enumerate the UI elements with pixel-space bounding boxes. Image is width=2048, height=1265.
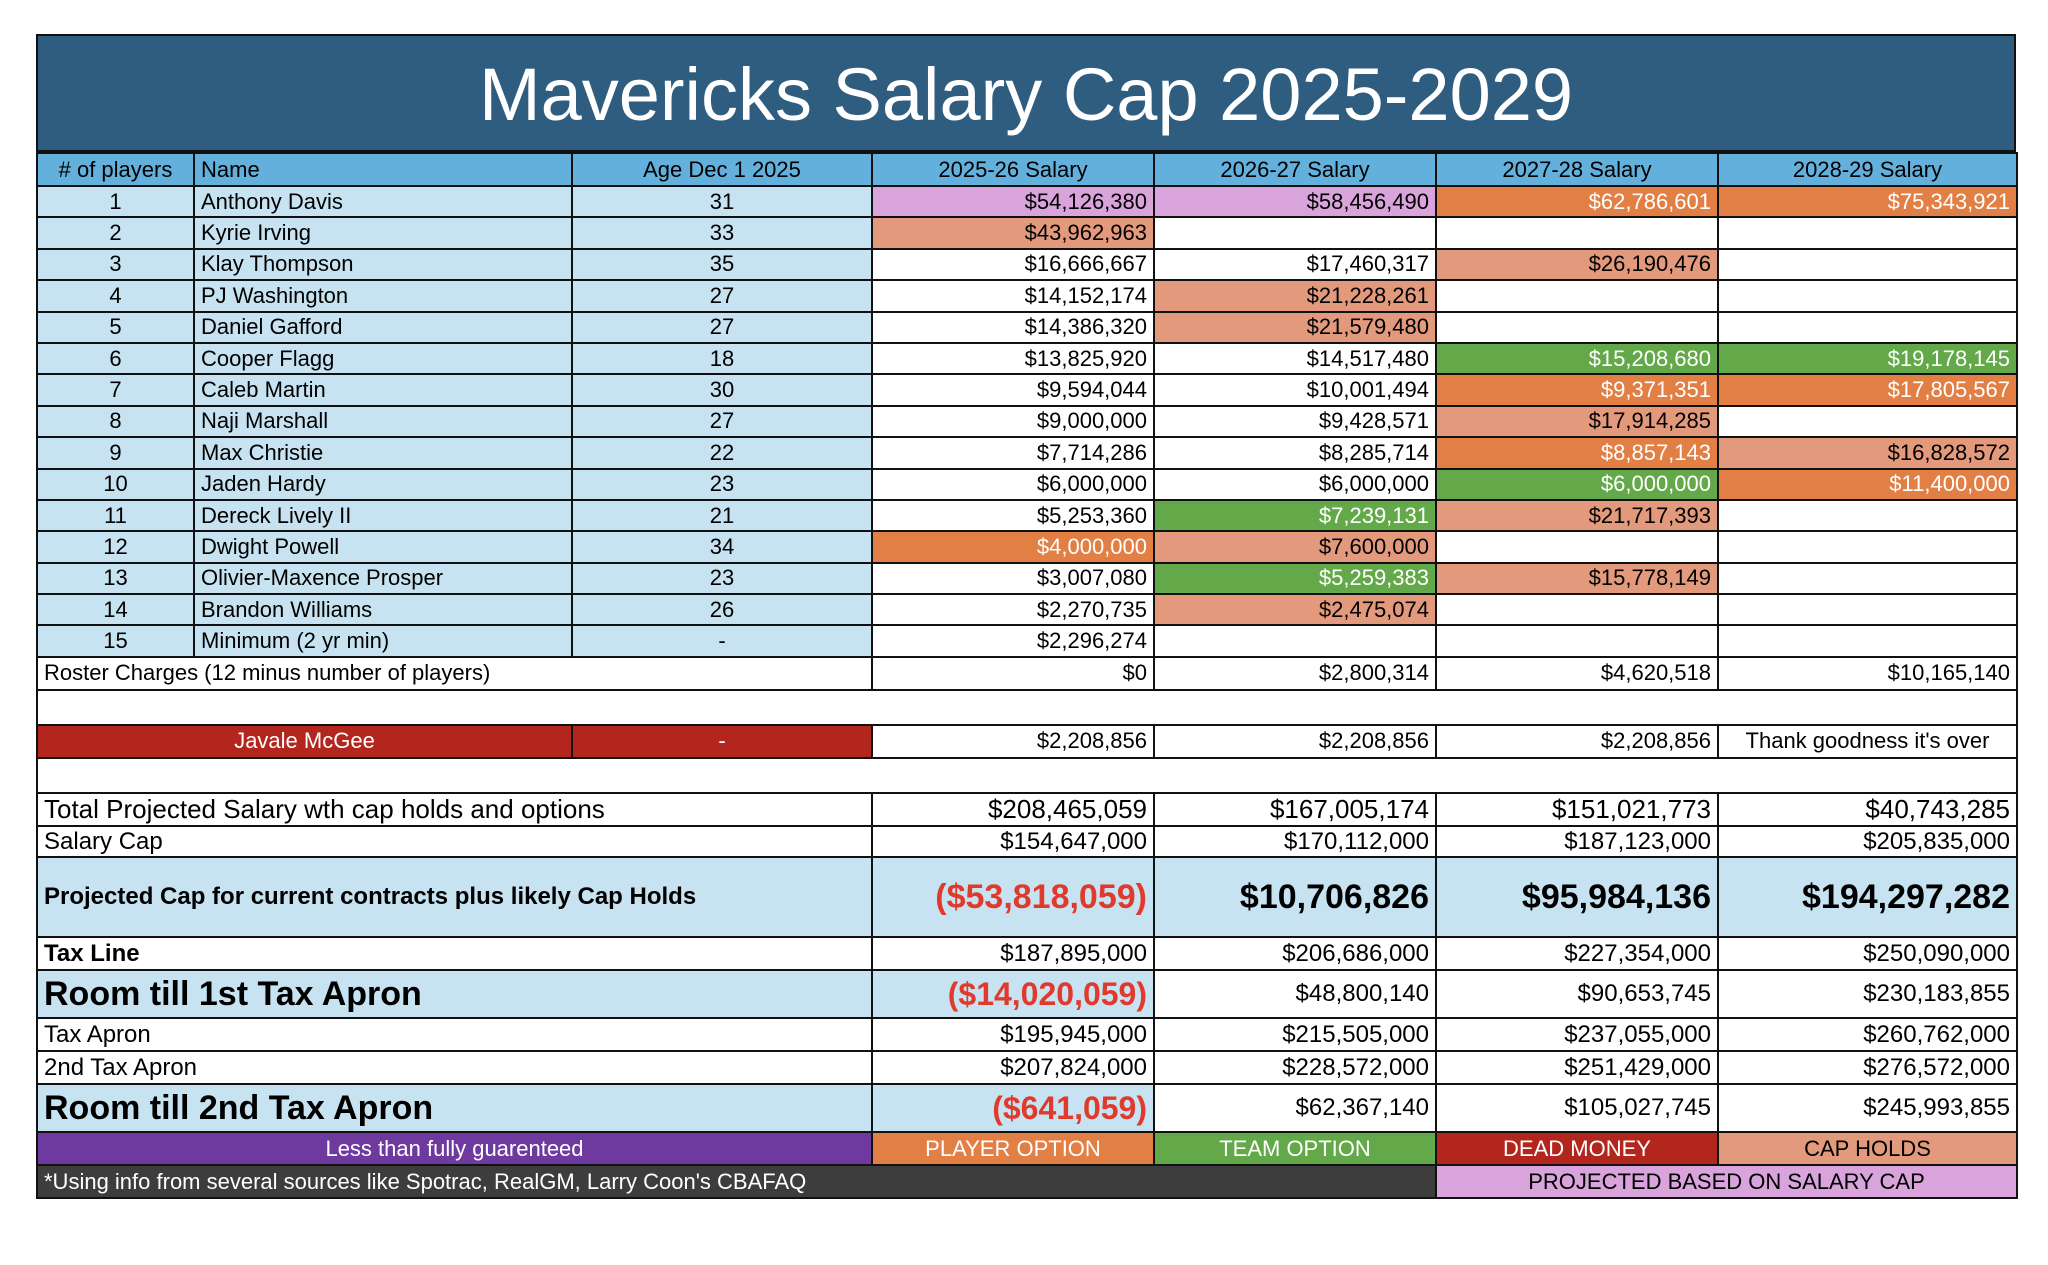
salary-2026: $17,460,317 bbox=[1154, 249, 1436, 280]
summary-total-2028: $40,743,285 bbox=[1718, 793, 2017, 826]
roster-charges-2028: $10,165,140 bbox=[1718, 657, 2017, 690]
player-name: Brandon Williams bbox=[194, 594, 572, 625]
salary-2027: $62,786,601 bbox=[1436, 186, 1718, 217]
salary-2027: $21,717,393 bbox=[1436, 500, 1718, 531]
summary-room1-2028: $230,183,855 bbox=[1718, 970, 2017, 1018]
col-header-2026: 2026-27 Salary bbox=[1154, 153, 1436, 186]
player-name: Minimum (2 yr min) bbox=[194, 625, 572, 656]
player-age: 18 bbox=[572, 343, 872, 374]
salary-2026: $6,000,000 bbox=[1154, 469, 1436, 500]
player-age: 22 bbox=[572, 437, 872, 468]
salary-2028: $17,805,567 bbox=[1718, 374, 2017, 405]
salary-2028 bbox=[1718, 625, 2017, 656]
salary-2026: $5,259,383 bbox=[1154, 563, 1436, 594]
player-row bbox=[37, 374, 2017, 405]
col-header-name: Name bbox=[194, 153, 572, 186]
salary-2026: $10,001,494 bbox=[1154, 374, 1436, 405]
legend-cap-holds: CAP HOLDS bbox=[1718, 1132, 2017, 1165]
player-name: Olivier-Maxence Prosper bbox=[194, 563, 572, 594]
summary-total-2026: $167,005,174 bbox=[1154, 793, 1436, 826]
summary-projected-2025: ($53,818,059) bbox=[872, 857, 1154, 937]
player-age: 30 bbox=[572, 374, 872, 405]
player-age: 23 bbox=[572, 563, 872, 594]
summary-taxline-2026: $206,686,000 bbox=[1154, 937, 1436, 970]
dead-money-age: - bbox=[572, 725, 872, 758]
player-name: Jaden Hardy bbox=[194, 469, 572, 500]
player-name: Daniel Gafford bbox=[194, 312, 572, 343]
player-number: 14 bbox=[37, 594, 194, 625]
summary-row-apron2 bbox=[37, 1051, 2017, 1084]
player-number: 5 bbox=[37, 312, 194, 343]
dead-money-2027: $2,208,856 bbox=[1436, 725, 1718, 758]
summary-label-total: Total Projected Salary wth cap holds and options bbox=[37, 793, 872, 826]
dead-money-2028: Thank goodness it's over bbox=[1718, 725, 2017, 758]
player-number: 1 bbox=[37, 186, 194, 217]
summary-row-room2 bbox=[37, 1084, 2017, 1132]
salary-2025: $14,152,174 bbox=[872, 280, 1154, 311]
salary-2026: $14,517,480 bbox=[1154, 343, 1436, 374]
salary-2028 bbox=[1718, 594, 2017, 625]
summary-taxline-2028: $250,090,000 bbox=[1718, 937, 2017, 970]
salary-2026: $9,428,571 bbox=[1154, 406, 1436, 437]
salary-2026: $7,600,000 bbox=[1154, 531, 1436, 562]
spacer-row bbox=[37, 690, 2017, 725]
dead-money-name: Javale McGee bbox=[37, 725, 572, 758]
summary-row-cap bbox=[37, 826, 2017, 857]
salary-2025: $2,270,735 bbox=[872, 594, 1154, 625]
player-row bbox=[37, 625, 2017, 656]
player-number: 2 bbox=[37, 217, 194, 248]
summary-room2-2026: $62,367,140 bbox=[1154, 1084, 1436, 1132]
salary-2025: $7,714,286 bbox=[872, 437, 1154, 468]
summary-projected-2026: $10,706,826 bbox=[1154, 857, 1436, 937]
summary-label-apron2: 2nd Tax Apron bbox=[37, 1051, 872, 1084]
salary-2025: $4,000,000 bbox=[872, 531, 1154, 562]
salary-2028 bbox=[1718, 500, 2017, 531]
player-row bbox=[37, 312, 2017, 343]
salary-2027 bbox=[1436, 531, 1718, 562]
summary-label-taxline: Tax Line bbox=[37, 937, 872, 970]
summary-apron2-2025: $207,824,000 bbox=[872, 1051, 1154, 1084]
summary-room2-2025: ($641,059) bbox=[872, 1084, 1154, 1132]
player-row bbox=[37, 563, 2017, 594]
player-number: 8 bbox=[37, 406, 194, 437]
salary-2028: $75,343,921 bbox=[1718, 186, 2017, 217]
player-row bbox=[37, 531, 2017, 562]
spacer bbox=[37, 758, 2017, 793]
player-age: 23 bbox=[572, 469, 872, 500]
col-header-num: # of players bbox=[37, 153, 194, 186]
salary-2025: $16,666,667 bbox=[872, 249, 1154, 280]
salary-2026: $7,239,131 bbox=[1154, 500, 1436, 531]
salary-2027: $8,857,143 bbox=[1436, 437, 1718, 468]
player-number: 15 bbox=[37, 625, 194, 656]
salary-2028 bbox=[1718, 280, 2017, 311]
roster-charges-label: Roster Charges (12 minus number of players) bbox=[37, 657, 872, 690]
roster-charges-2027: $4,620,518 bbox=[1436, 657, 1718, 690]
salary-2028 bbox=[1718, 217, 2017, 248]
player-age: 27 bbox=[572, 406, 872, 437]
summary-room2-2028: $245,993,855 bbox=[1718, 1084, 2017, 1132]
summary-row-apron bbox=[37, 1018, 2017, 1051]
salary-cap-sheet bbox=[36, 34, 2016, 1199]
summary-projected-2027: $95,984,136 bbox=[1436, 857, 1718, 937]
sources-note: *Using info from several sources like Spotrac, RealGM, Larry Coon's CBAFAQ bbox=[37, 1165, 1436, 1198]
dead-money-2026: $2,208,856 bbox=[1154, 725, 1436, 758]
player-row bbox=[37, 280, 2017, 311]
salary-2027: $9,371,351 bbox=[1436, 374, 1718, 405]
salary-2028: $11,400,000 bbox=[1718, 469, 2017, 500]
player-name: Klay Thompson bbox=[194, 249, 572, 280]
player-name: Naji Marshall bbox=[194, 406, 572, 437]
salary-2025: $6,000,000 bbox=[872, 469, 1154, 500]
salary-2027: $26,190,476 bbox=[1436, 249, 1718, 280]
salary-2028 bbox=[1718, 563, 2017, 594]
player-name: Kyrie Irving bbox=[194, 217, 572, 248]
salary-2027 bbox=[1436, 312, 1718, 343]
salary-2026: $8,285,714 bbox=[1154, 437, 1436, 468]
summary-total-2025: $208,465,059 bbox=[872, 793, 1154, 826]
player-row bbox=[37, 186, 2017, 217]
roster-charges-2026: $2,800,314 bbox=[1154, 657, 1436, 690]
spacer-row bbox=[37, 758, 2017, 793]
salary-2026 bbox=[1154, 217, 1436, 248]
player-name: Caleb Martin bbox=[194, 374, 572, 405]
player-number: 10 bbox=[37, 469, 194, 500]
player-number: 13 bbox=[37, 563, 194, 594]
legend-dead-money: DEAD MONEY bbox=[1436, 1132, 1718, 1165]
legend-player-option: PLAYER OPTION bbox=[872, 1132, 1154, 1165]
salary-2025: $13,825,920 bbox=[872, 343, 1154, 374]
salary-2028: $16,828,572 bbox=[1718, 437, 2017, 468]
player-age: 21 bbox=[572, 500, 872, 531]
player-row bbox=[37, 343, 2017, 374]
legend-row-2 bbox=[37, 1165, 2017, 1198]
salary-table bbox=[36, 152, 2018, 1199]
summary-row-taxline bbox=[37, 937, 2017, 970]
salary-2025: $54,126,380 bbox=[872, 186, 1154, 217]
salary-2026: $2,475,074 bbox=[1154, 594, 1436, 625]
player-row bbox=[37, 437, 2017, 468]
player-number: 12 bbox=[37, 531, 194, 562]
player-age: 35 bbox=[572, 249, 872, 280]
salary-2028 bbox=[1718, 531, 2017, 562]
summary-label-apron: Tax Apron bbox=[37, 1018, 872, 1051]
salary-2025: $3,007,080 bbox=[872, 563, 1154, 594]
column-header-row bbox=[37, 153, 2017, 186]
summary-apron2-2026: $228,572,000 bbox=[1154, 1051, 1436, 1084]
player-name: Max Christie bbox=[194, 437, 572, 468]
salary-2028: $19,178,145 bbox=[1718, 343, 2017, 374]
player-row bbox=[37, 406, 2017, 437]
salary-2027: $17,914,285 bbox=[1436, 406, 1718, 437]
summary-label-projected: Projected Cap for current contracts plus likely Cap Holds bbox=[37, 857, 872, 937]
salary-2027 bbox=[1436, 280, 1718, 311]
player-number: 6 bbox=[37, 343, 194, 374]
player-row bbox=[37, 469, 2017, 500]
player-age: 34 bbox=[572, 531, 872, 562]
summary-row-total bbox=[37, 793, 2017, 826]
player-number: 11 bbox=[37, 500, 194, 531]
summary-taxline-2025: $187,895,000 bbox=[872, 937, 1154, 970]
summary-cap-2026: $170,112,000 bbox=[1154, 826, 1436, 857]
legend-less-guaranteed: Less than fully guarenteed bbox=[37, 1132, 872, 1165]
dead-money-2025: $2,208,856 bbox=[872, 725, 1154, 758]
player-age: 31 bbox=[572, 186, 872, 217]
player-age: - bbox=[572, 625, 872, 656]
summary-label-room1: Room till 1st Tax Apron bbox=[37, 970, 872, 1018]
roster-charges-2025: $0 bbox=[872, 657, 1154, 690]
salary-2028 bbox=[1718, 312, 2017, 343]
salary-2027: $15,778,149 bbox=[1436, 563, 1718, 594]
summary-apron-2025: $195,945,000 bbox=[872, 1018, 1154, 1051]
legend-row bbox=[37, 1132, 2017, 1165]
player-name: Anthony Davis bbox=[194, 186, 572, 217]
player-name: Dwight Powell bbox=[194, 531, 572, 562]
player-number: 9 bbox=[37, 437, 194, 468]
salary-2026: $21,579,480 bbox=[1154, 312, 1436, 343]
summary-apron-2028: $260,762,000 bbox=[1718, 1018, 2017, 1051]
spacer bbox=[37, 690, 2017, 725]
salary-2025: $9,000,000 bbox=[872, 406, 1154, 437]
salary-2025: $5,253,360 bbox=[872, 500, 1154, 531]
legend-team-option: TEAM OPTION bbox=[1154, 1132, 1436, 1165]
player-number: 7 bbox=[37, 374, 194, 405]
summary-room1-2026: $48,800,140 bbox=[1154, 970, 1436, 1018]
roster-charges-row bbox=[37, 657, 2017, 690]
player-row bbox=[37, 594, 2017, 625]
player-age: 27 bbox=[572, 280, 872, 311]
salary-2025: $43,962,963 bbox=[872, 217, 1154, 248]
summary-room1-2025: ($14,020,059) bbox=[872, 970, 1154, 1018]
salary-2027 bbox=[1436, 217, 1718, 248]
salary-2025: $14,386,320 bbox=[872, 312, 1154, 343]
summary-label-room2: Room till 2nd Tax Apron bbox=[37, 1084, 872, 1132]
player-name: PJ Washington bbox=[194, 280, 572, 311]
col-header-age: Age Dec 1 2025 bbox=[572, 153, 872, 186]
player-row bbox=[37, 217, 2017, 248]
summary-apron-2026: $215,505,000 bbox=[1154, 1018, 1436, 1051]
summary-row-projected bbox=[37, 857, 2017, 937]
player-name: Cooper Flagg bbox=[194, 343, 572, 374]
summary-projected-2028: $194,297,282 bbox=[1718, 857, 2017, 937]
summary-room2-2027: $105,027,745 bbox=[1436, 1084, 1718, 1132]
summary-cap-2028: $205,835,000 bbox=[1718, 826, 2017, 857]
player-number: 3 bbox=[37, 249, 194, 280]
salary-2027: $15,208,680 bbox=[1436, 343, 1718, 374]
summary-label-cap: Salary Cap bbox=[37, 826, 872, 857]
summary-taxline-2027: $227,354,000 bbox=[1436, 937, 1718, 970]
summary-apron2-2028: $276,572,000 bbox=[1718, 1051, 2017, 1084]
summary-apron2-2027: $251,429,000 bbox=[1436, 1051, 1718, 1084]
salary-2026: $58,456,490 bbox=[1154, 186, 1436, 217]
salary-2026: $21,228,261 bbox=[1154, 280, 1436, 311]
summary-cap-2025: $154,647,000 bbox=[872, 826, 1154, 857]
salary-2028 bbox=[1718, 406, 2017, 437]
dead-money-row bbox=[37, 725, 2017, 758]
col-header-2025: 2025-26 Salary bbox=[872, 153, 1154, 186]
col-header-2028: 2028-29 Salary bbox=[1718, 153, 2017, 186]
player-row bbox=[37, 500, 2017, 531]
player-name: Dereck Lively II bbox=[194, 500, 572, 531]
player-number: 4 bbox=[37, 280, 194, 311]
player-age: 33 bbox=[572, 217, 872, 248]
salary-2025: $2,296,274 bbox=[872, 625, 1154, 656]
page-title: Mavericks Salary Cap 2025-2029 bbox=[36, 34, 2016, 152]
col-header-2027: 2027-28 Salary bbox=[1436, 153, 1718, 186]
salary-2027: $6,000,000 bbox=[1436, 469, 1718, 500]
summary-cap-2027: $187,123,000 bbox=[1436, 826, 1718, 857]
summary-total-2027: $151,021,773 bbox=[1436, 793, 1718, 826]
player-age: 27 bbox=[572, 312, 872, 343]
player-age: 26 bbox=[572, 594, 872, 625]
summary-room1-2027: $90,653,745 bbox=[1436, 970, 1718, 1018]
summary-row-room1 bbox=[37, 970, 2017, 1018]
salary-2028 bbox=[1718, 249, 2017, 280]
legend-projected: PROJECTED BASED ON SALARY CAP bbox=[1436, 1165, 2017, 1198]
summary-apron-2027: $237,055,000 bbox=[1436, 1018, 1718, 1051]
salary-2026 bbox=[1154, 625, 1436, 656]
player-row bbox=[37, 249, 2017, 280]
salary-2027 bbox=[1436, 594, 1718, 625]
salary-2025: $9,594,044 bbox=[872, 374, 1154, 405]
salary-2027 bbox=[1436, 625, 1718, 656]
